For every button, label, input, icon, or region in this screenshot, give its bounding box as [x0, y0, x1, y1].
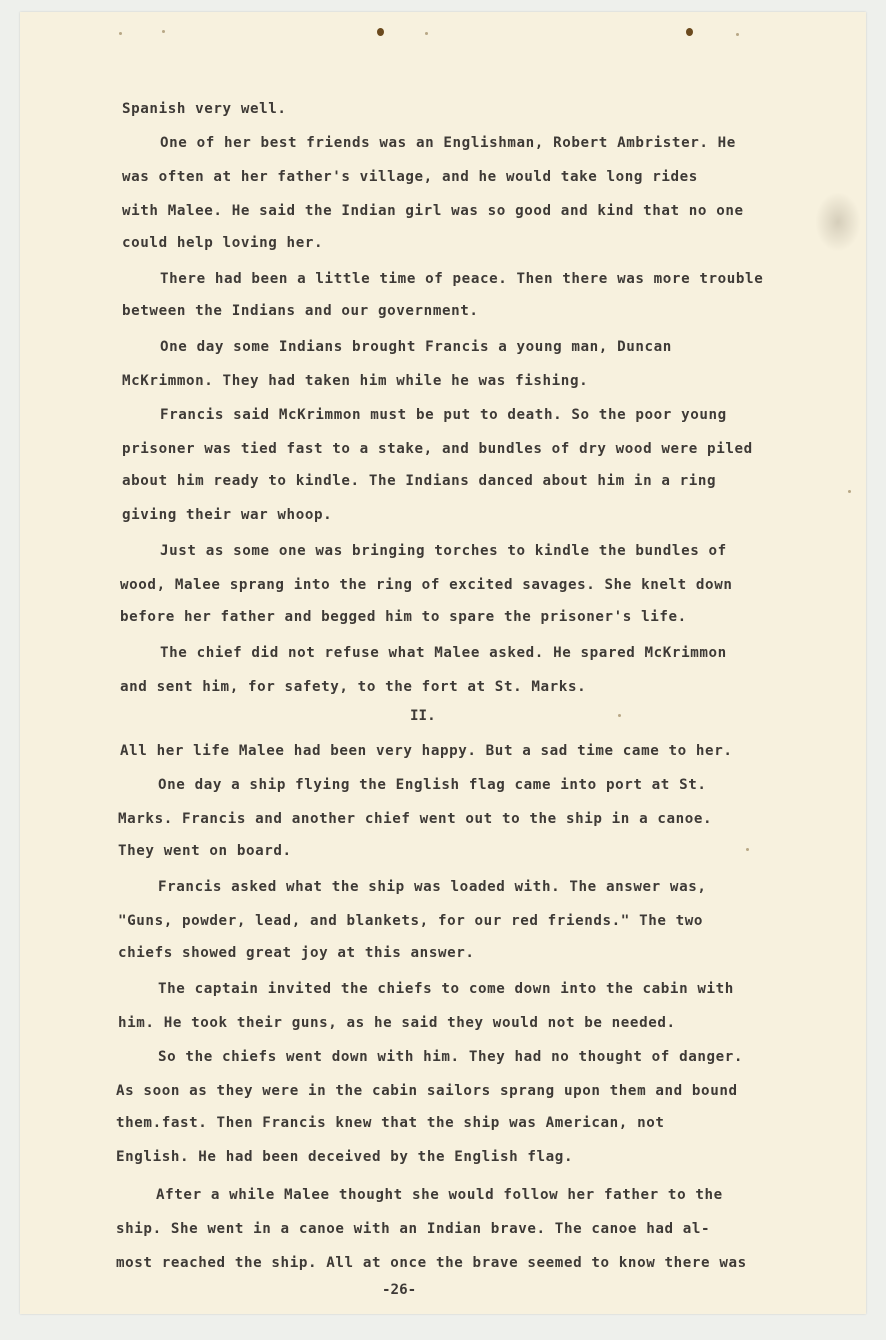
- paper-speck: [746, 848, 749, 851]
- text-line: Spanish very well.: [122, 101, 287, 117]
- text-line: with Malee. He said the Indian girl was so good and kind that no one: [122, 203, 744, 219]
- text-line: could help loving her.: [122, 235, 324, 251]
- binding-hole-right: [686, 28, 693, 36]
- text-line: So the chiefs went down with him. They had no thought of danger.: [158, 1049, 744, 1065]
- text-line: Marks. Francis and another chief went out to the ship in a canoe.: [118, 811, 713, 827]
- text-line: and sent him, for safety, to the fort at St. Marks.: [120, 679, 587, 695]
- text-line: They went on board.: [118, 843, 292, 859]
- paper-speck: [119, 32, 122, 35]
- paper-speck: [618, 714, 621, 717]
- text-line: The chief did not refuse what Malee asked. He spared McKrimmon: [160, 645, 727, 661]
- text-line: them.fast. Then Francis knew that the ship was American, not: [116, 1115, 665, 1131]
- text-line: was often at her father's village, and he would take long rides: [122, 169, 698, 185]
- text-line: Francis said McKrimmon must be put to death. So the poor young: [160, 407, 727, 423]
- paper-speck: [425, 32, 428, 35]
- text-line: prisoner was tied fast to a stake, and bundles of dry wood were piled: [122, 441, 753, 457]
- text-line: Just as some one was bringing torches to kindle the bundles of: [160, 543, 727, 559]
- binding-hole-left: [377, 28, 384, 36]
- page-number: -26-: [382, 1282, 417, 1298]
- paper-speck: [736, 33, 739, 36]
- text-line: Francis asked what the ship was loaded with. The answer was,: [158, 879, 707, 895]
- text-line: him. He took their guns, as he said they would not be needed.: [118, 1015, 676, 1031]
- text-line: giving their war whoop.: [122, 507, 333, 523]
- text-line: wood, Malee sprang into the ring of excited savages. She knelt down: [120, 577, 733, 593]
- paper-speck: [848, 490, 851, 493]
- text-line: ship. She went in a canoe with an Indian brave. The canoe had al-: [116, 1221, 711, 1237]
- text-line: between the Indians and our government.: [122, 303, 479, 319]
- text-line: There had been a little time of peace. Then there was more trouble: [160, 271, 764, 287]
- text-line: about him ready to kindle. The Indians danced about him in a ring: [122, 473, 717, 489]
- text-line: English. He had been deceived by the English flag.: [116, 1149, 574, 1165]
- text-line: As soon as they were in the cabin sailors sprang upon them and bound: [116, 1083, 738, 1099]
- text-line: All her life Malee had been very happy. But a sad time came to her.: [120, 743, 733, 759]
- text-line: chiefs showed great joy at this answer.: [118, 945, 475, 961]
- text-line: After a while Malee thought she would follow her father to the: [156, 1187, 723, 1203]
- paper-speck: [162, 30, 165, 33]
- text-line: "Guns, powder, lead, and blankets, for our red friends." The two: [118, 913, 704, 929]
- text-line: One of her best friends was an Englishman, Robert Ambrister. He: [160, 135, 736, 151]
- text-line: most reached the ship. All at once the brave seemed to know there was: [116, 1255, 747, 1271]
- section-heading: II.: [410, 708, 436, 724]
- text-line: One day a ship flying the English flag came into port at St.: [158, 777, 707, 793]
- text-line: before her father and begged him to spare the prisoner's life.: [120, 609, 687, 625]
- paper-smudge: [815, 192, 861, 252]
- text-line: One day some Indians brought Francis a young man, Duncan: [160, 339, 672, 355]
- text-line: McKrimmon. They had taken him while he was fishing.: [122, 373, 589, 389]
- text-line: The captain invited the chiefs to come down into the cabin with: [158, 981, 734, 997]
